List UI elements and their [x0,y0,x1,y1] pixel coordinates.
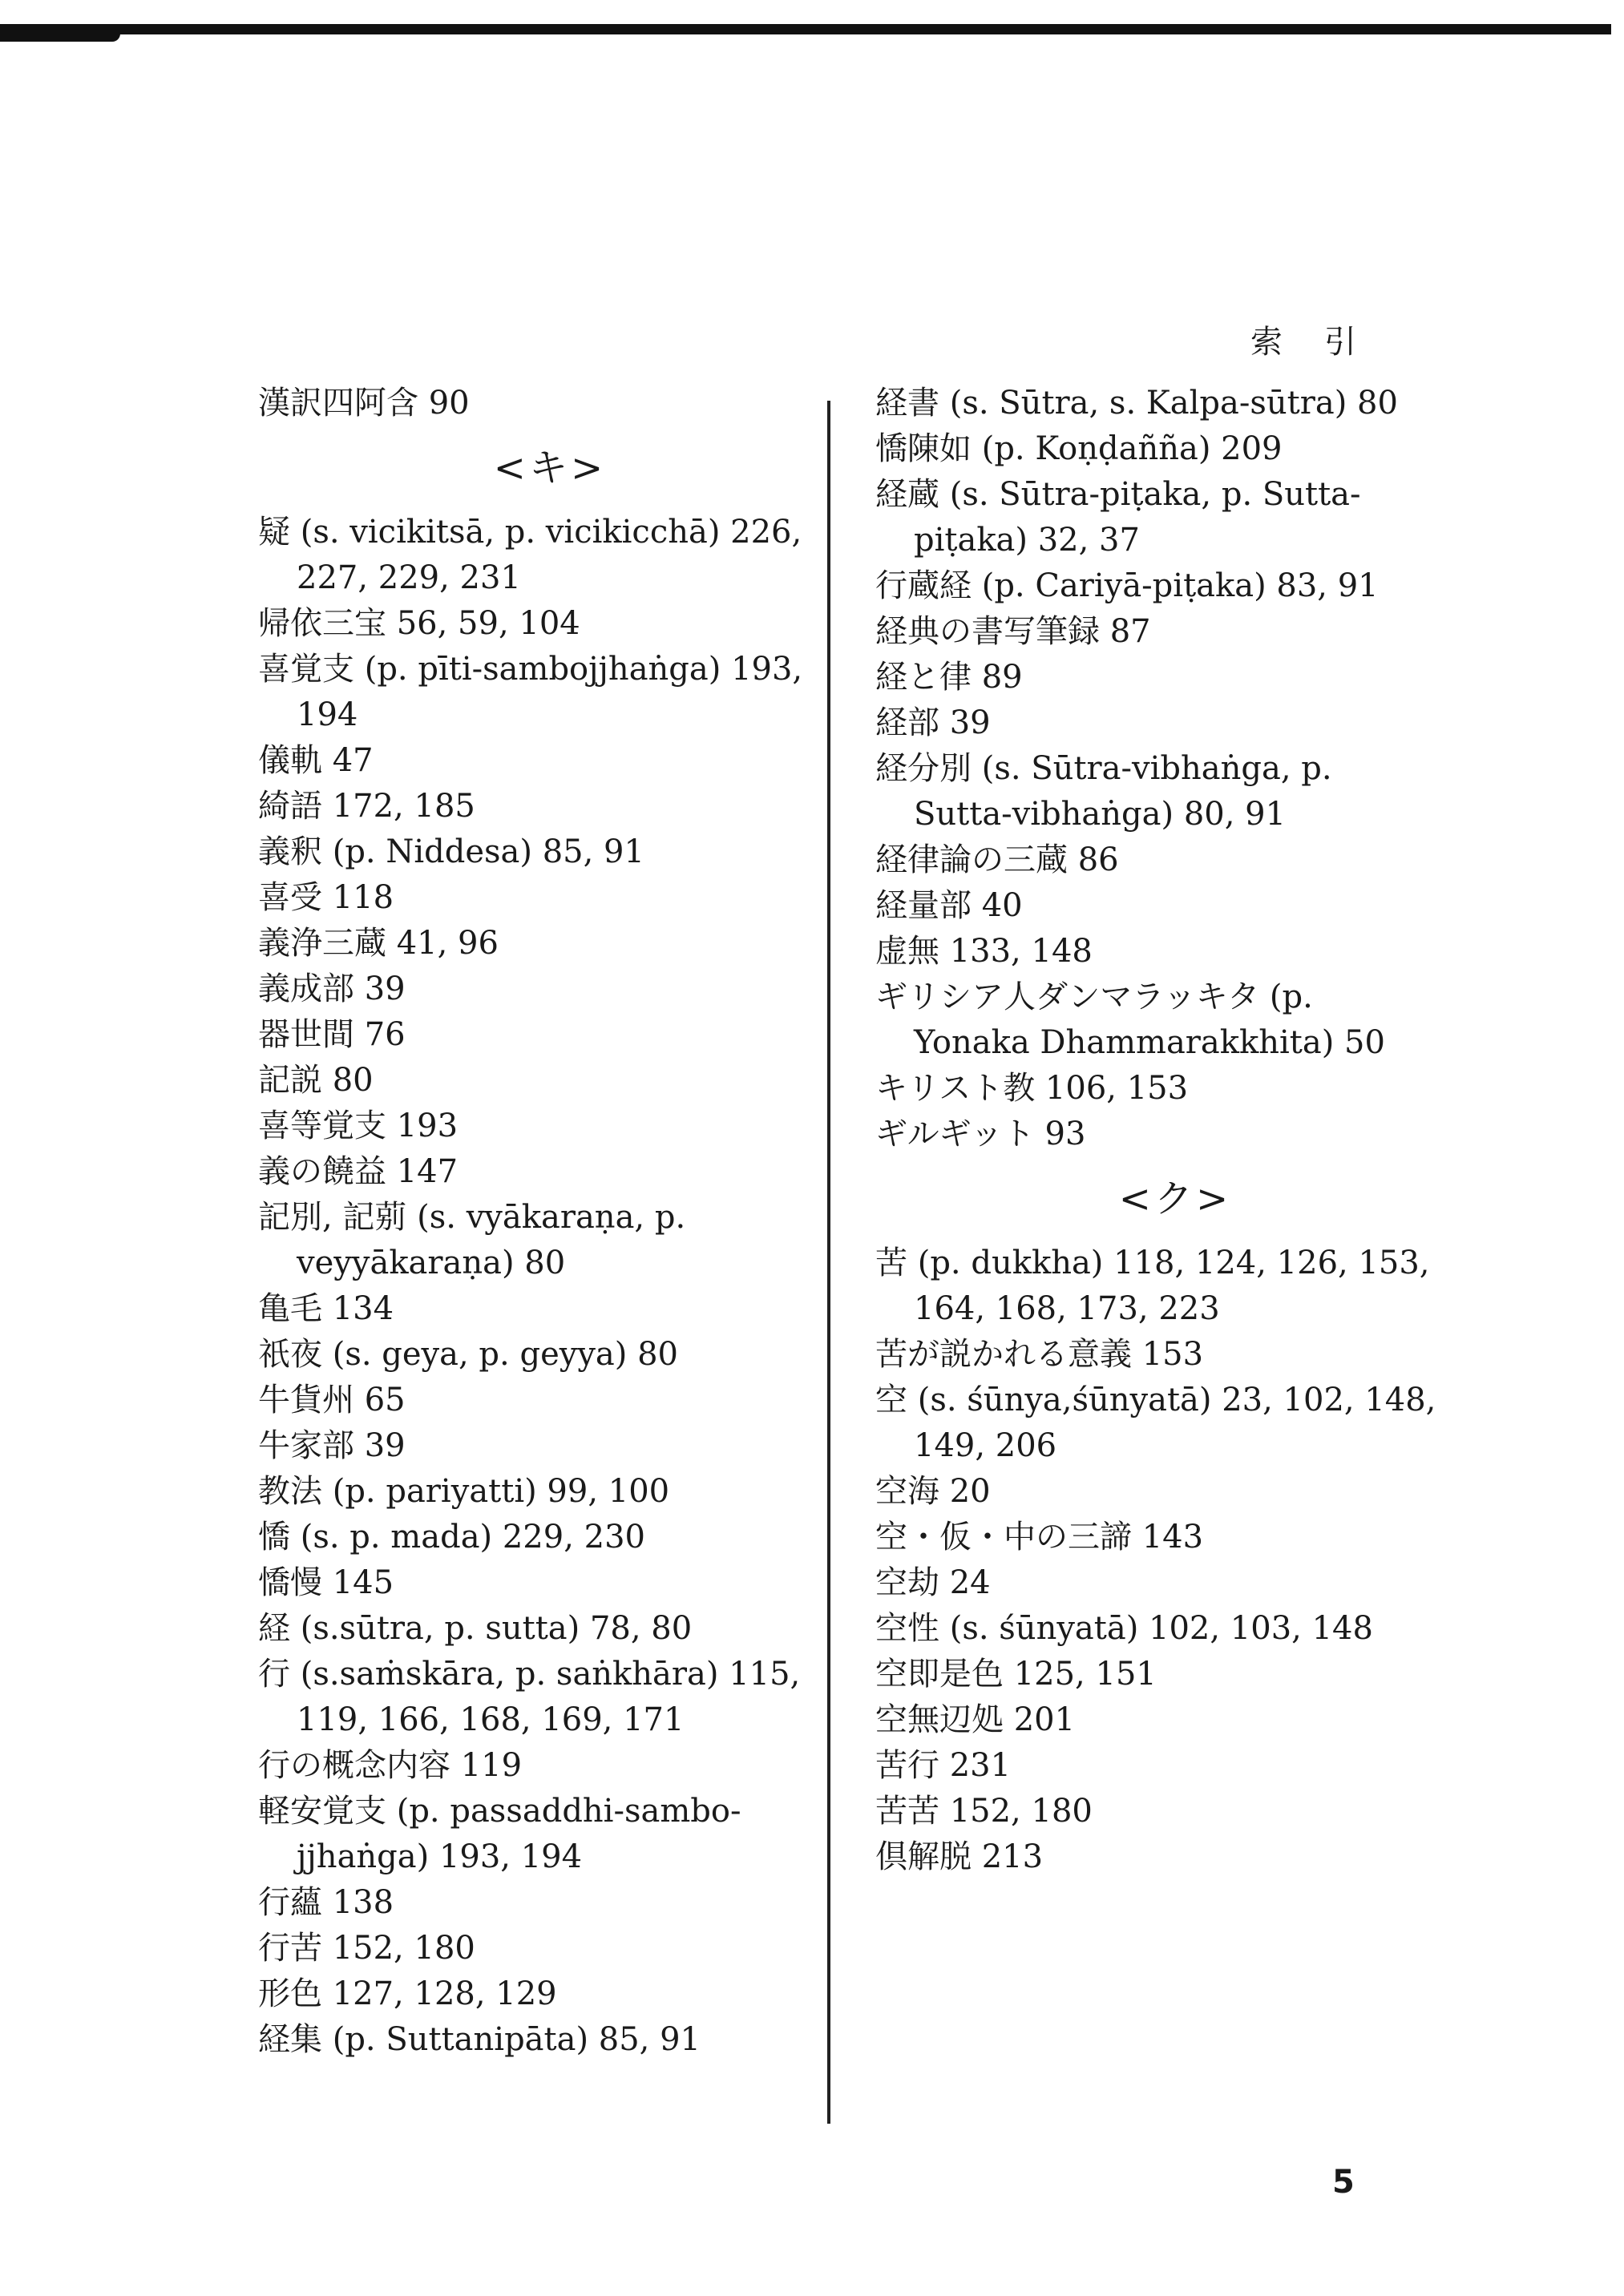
section-heading: <ク> [1118,1176,1232,1221]
index-entry: 帰依三宝 56, 59, 104 [258,605,580,642]
index-entry: ギルギット 93 [875,1116,1086,1152]
index-entry: 苦行 231 [875,1747,1012,1784]
index-entry: 牛家部 39 [258,1427,406,1464]
index-entry: 空 (s. śūnya,śūnyatā) 23, 102, 148, 149, 206 [875,1382,1436,1464]
index-entry: 経律論の三蔵 86 [875,841,1119,878]
index-entry: キリスト教 106, 153 [875,1070,1189,1107]
index-entry: 形色 127, 128, 129 [258,1975,557,2012]
index-entry: 義釈 (p. Niddesa) 85, 91 [258,833,644,870]
index-entry: 苦が説かれる意義 153 [875,1336,1204,1373]
index-entry: 行蔵経 (p. Cariyā-piṭaka) 83, 91 [875,567,1379,604]
index-entry: 義浄三蔵 41, 96 [258,925,499,962]
index-entry: 喜受 118 [258,879,394,916]
index-entry: 空・仮・中の三諦 143 [875,1519,1204,1556]
index-entry: 経 (s.sūtra, p. sutta) 78, 80 [258,1610,693,1647]
column-divider [827,401,830,2124]
index-column-left [258,381,803,2063]
index-entry: 経分別 (s. Sūtra-vibhaṅga, p. Sutta-vibhaṅga) 80, 91 [875,750,1332,833]
top-rule-tail [0,34,120,42]
index-entry: 経集 (p. Suttanipāta) 85, 91 [258,2021,701,2058]
index-entry: 経書 (s. Sūtra, s. Kalpa-sūtra) 80 [875,385,1398,422]
index-entry: 義の饒益 147 [258,1153,459,1190]
index-entry: 教法 (p. pariyatti) 99, 100 [258,1473,670,1510]
index-entry: 喜覚支 (p. pīti-sambojjhaṅga) 193, 194 [258,651,803,733]
index-entry: 経量部 40 [875,887,1023,924]
index-entry: 経部 39 [875,704,991,741]
index-entry: 倶解脱 213 [875,1838,1044,1875]
top-rule [0,24,1611,34]
index-entry: 憍 (s. p. mada) 229, 230 [258,1519,645,1556]
index-entry: 義成部 39 [258,970,406,1007]
index-entry: 漢訳四阿含 90 [258,385,470,422]
index-entry: 経と律 89 [875,659,1023,696]
index-entry: 亀毛 134 [258,1290,394,1327]
index-entry: 経典の書写筆録 87 [875,613,1151,650]
index-entry: 虚無 133, 148 [875,933,1093,970]
index-entry: ギリシア人ダンマラッキタ (p. Yonaka Dhammarakkhita) 50 [875,979,1385,1061]
index-entry: 経蔵 (s. Sūtra-piṭaka, p. Sutta-piṭaka) 32, 37 [875,476,1361,559]
index-entry: 疑 (s. vicikitsā, p. vicikicchā) 226, 227, 229, 231 [258,514,802,596]
running-header: 索引 [1250,324,1398,361]
index-entry: 行 (s.saṁskāra, p. saṅkhāra) 115, 119, 166, 168, 169, 171 [258,1656,801,1738]
index-entry: 苦苦 152, 180 [875,1793,1093,1830]
index-entry: 行の概念内容 119 [258,1747,523,1784]
index-entry: 儀軌 47 [258,742,374,779]
index-entry: 空即是色 125, 151 [875,1656,1157,1693]
index-entry: 牛貨州 65 [258,1382,406,1418]
index-entry: 行蘊 138 [258,1884,394,1921]
index-entry: 苦 (p. dukkha) 118, 124, 126, 153, 164, 168, 173, 223 [875,1245,1430,1327]
index-entry: 憍慢 145 [258,1564,394,1601]
index-entry: 器世間 76 [258,1016,406,1053]
index-entry: 記別, 記莂 (s. vyākaraṇa, p. veyyākaraṇa) 80 [258,1199,686,1281]
section-heading: <キ> [493,446,607,490]
index-entry: 空無辺処 201 [875,1701,1076,1738]
page-number: 5 [1332,2164,1355,2201]
index-entry: 憍陳如 (p. Koṇḍañña) 209 [875,430,1283,467]
index-entry: 喜等覚支 193 [258,1108,459,1144]
index-entry: 空海 20 [875,1473,991,1510]
index-column-right [875,381,1436,1880]
index-entry: 祇夜 (s. geya, p. geyya) 80 [258,1336,679,1373]
index-entry: 空劫 24 [875,1564,991,1601]
index-entry: 綺語 172, 185 [258,788,475,825]
index-entry: 空性 (s. śūnyatā) 102, 103, 148 [875,1610,1373,1647]
index-entry: 軽安覚支 (p. passaddhi-sambo-jjhaṅga) 193, 194 [258,1793,741,1875]
index-entry: 記説 80 [258,1062,374,1099]
index-entry: 行苦 152, 180 [258,1930,475,1967]
